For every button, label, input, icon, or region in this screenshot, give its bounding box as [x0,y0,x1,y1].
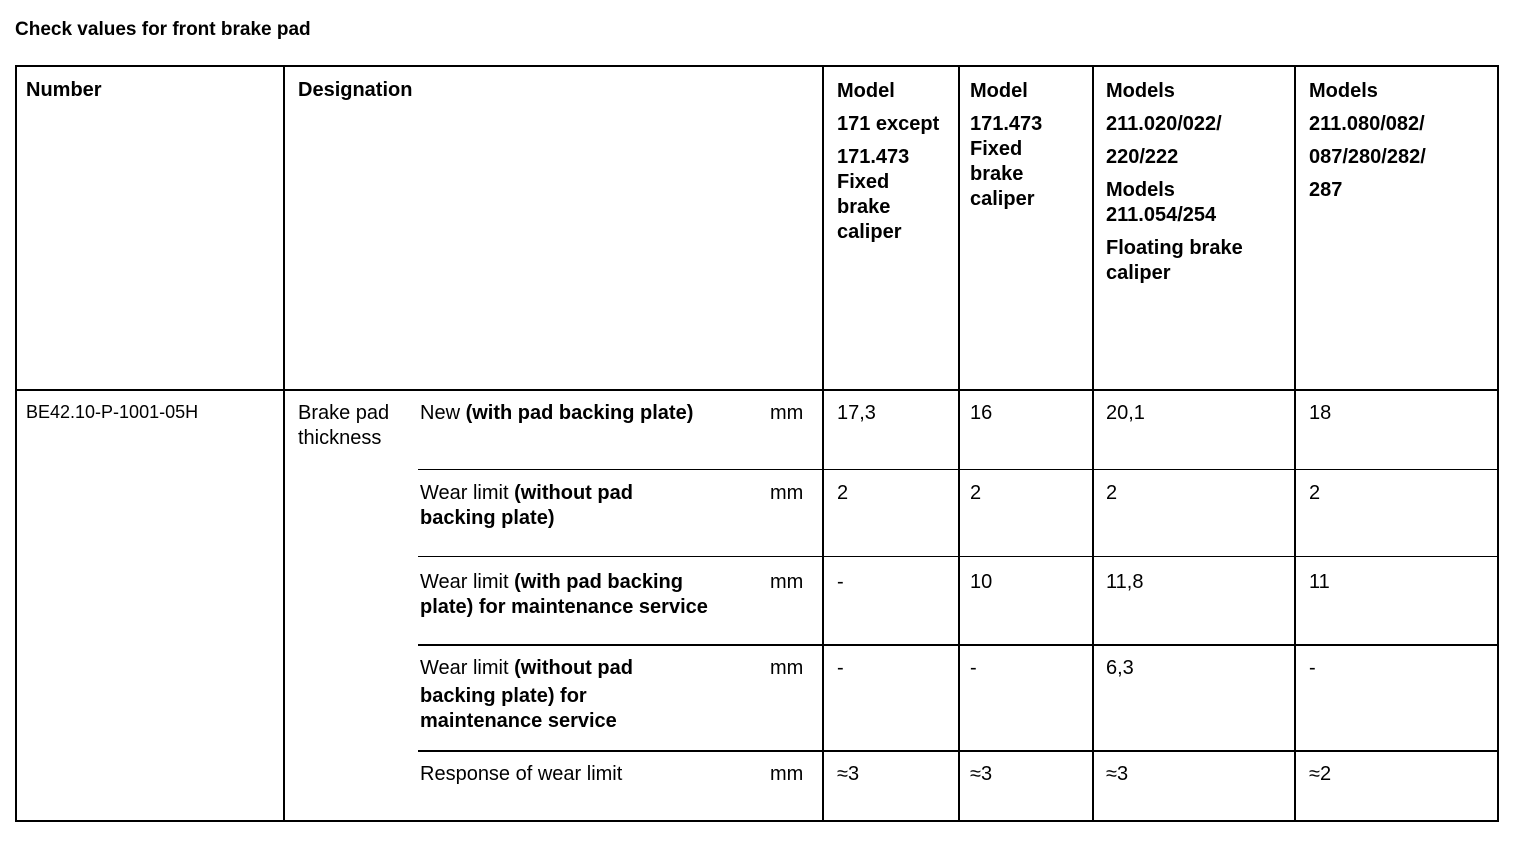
row-divider-2 [418,556,1499,557]
col-divider-model-2 [1092,65,1094,822]
col-divider-model-3 [1294,65,1296,822]
group-label: Brake pad thickness [298,402,390,449]
row-response-value-2: ≈3 [970,763,993,785]
row-wear-limit-service-unit: mm [770,571,804,593]
row-response-label: Response of wear limit [420,763,623,785]
header-divider [15,389,1499,391]
header-model-2: Model 171.473 Fixed brake caliper [970,80,1043,210]
row-new-label: New (with pad backing plate) [420,402,694,424]
row-wear-limit-label: Wear limit (without pad backing plate) [420,482,633,529]
row-wear-limit-value-4: 2 [1309,482,1321,504]
header-model-3: Models 211.020/022/ 220/222 Models 211.054/254 Floating brake caliper [1106,80,1243,284]
col-divider-model-1 [958,65,960,822]
row-response-unit: mm [770,763,804,785]
header-model-1: Model 171 except 171.473 Fixed brake caliper [837,80,940,243]
row-wear-limit-value-3: 2 [1106,482,1118,504]
row-wear-limit-nobacking-service-unit: mm [770,657,804,679]
col-divider-number [283,65,285,822]
row-wear-limit-value-2: 2 [970,482,982,504]
row-wear-limit-nobacking-service-value-3: 6,3 [1106,657,1134,679]
row-divider-4 [418,750,1499,752]
header-number: Number [26,79,102,101]
row-wear-limit-nobacking-service-label: Wear limit (without pad backing plate) for maintenance service [420,657,633,732]
check-values-table [15,65,1499,822]
row-new-value-2: 16 [970,402,993,424]
col-divider-designation [822,65,824,822]
row-wear-limit-service-value-3: 11,8 [1106,571,1144,593]
row-divider-1 [418,469,1499,470]
row-wear-limit-value-1: 2 [837,482,849,504]
row-wear-limit-nobacking-service-value-4: - [1309,657,1316,679]
header-designation: Designation [298,79,413,101]
row-new-unit: mm [770,402,804,424]
row-wear-limit-nobacking-service-value-2: - [970,657,977,679]
row-response-value-4: ≈2 [1309,763,1332,785]
document-number: BE42.10-P-1001-05H [26,402,199,422]
header-model-4: Models 211.080/082/ 087/280/282/ 287 [1309,80,1426,201]
row-wear-limit-service-value-2: 10 [970,571,993,593]
row-wear-limit-service-label: Wear limit (with pad backing plate) for maintenance service [420,571,708,618]
row-new-value-3: 20,1 [1106,402,1145,424]
row-new-value-4: 18 [1309,402,1332,424]
row-wear-limit-service-value-1: - [837,571,844,593]
row-wear-limit-unit: mm [770,482,804,504]
row-response-value-3: ≈3 [1106,763,1129,785]
row-response-value-1: ≈3 [837,763,860,785]
row-wear-limit-service-value-4: 11 [1309,571,1330,593]
row-new-value-1: 17,3 [837,402,876,424]
row-divider-3 [418,644,1499,646]
document-title: Check values for front brake pad [15,19,311,40]
row-wear-limit-nobacking-service-value-1: - [837,657,844,679]
